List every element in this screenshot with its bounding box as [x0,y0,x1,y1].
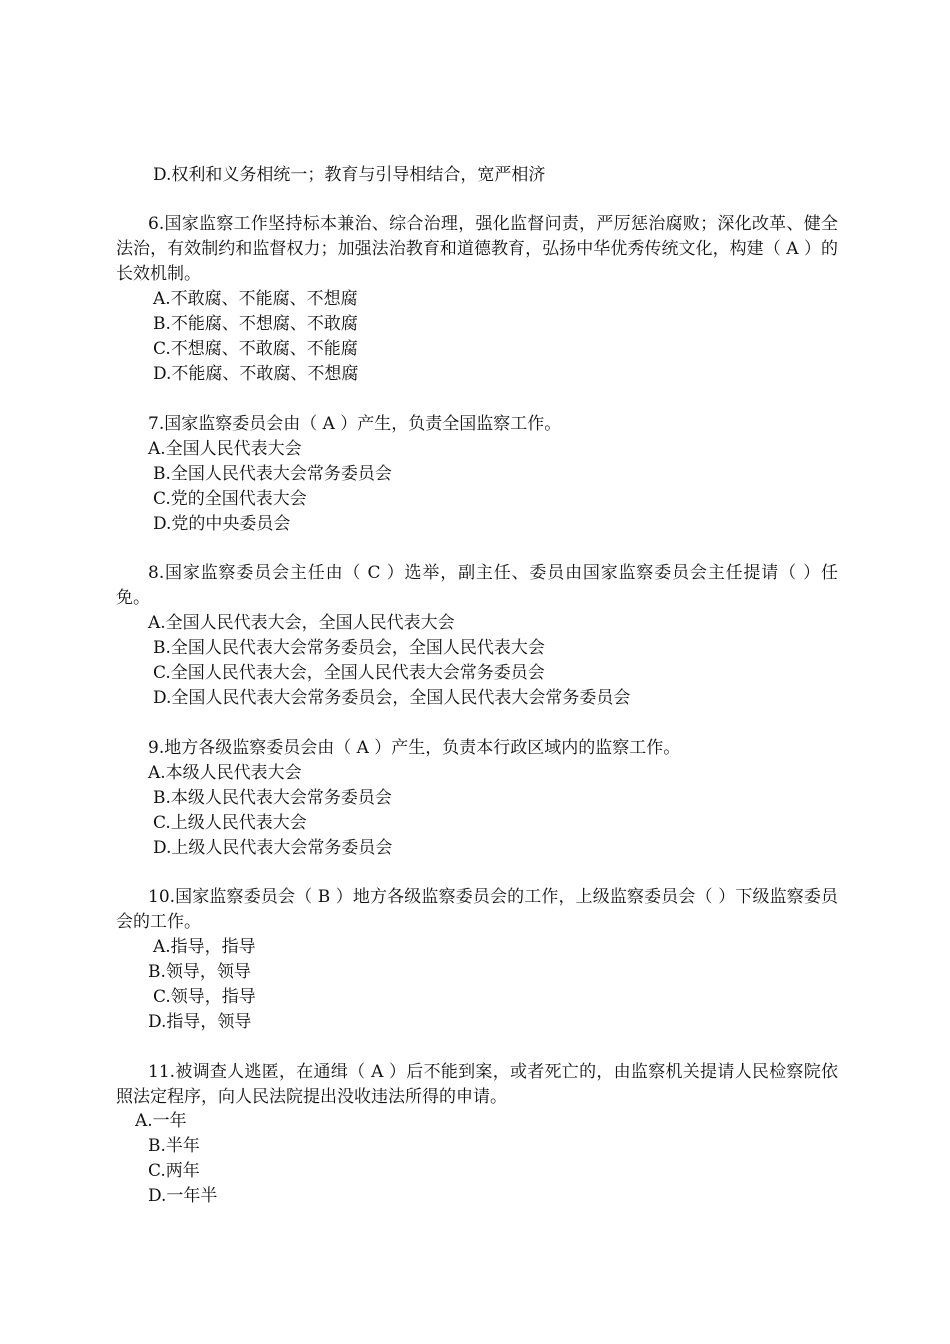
question-9-option-d: D.上级人民代表大会常务委员会 [153,838,393,858]
question-9-option-c: C.上级人民代表大会 [153,813,307,833]
question-10-option-a: A.指导，指导 [153,937,256,957]
question-10-option-d: D.指导，领导 [148,1012,252,1032]
question-10-stem: 10.国家监察委员会（ B ）地方各级监察委员会的工作，上级监察委员会（ ）下级监察委员会的工作。 [116,887,838,932]
question-11-stem: 11.被调查人逃匿，在通缉（ A ）后不能到案，或者死亡的，由监察机关提请人民检察院依照法定程序，向人民法院提出没收违法所得的申请。 [116,1062,838,1107]
question-7-option-c: C.党的全国代表大会 [153,489,307,509]
question-6-option-c: C.不想腐、不敢腐、不能腐 [153,339,358,359]
question-11-option-c: C.两年 [148,1161,200,1181]
question-8-option-c: C.全国人民代表大会，全国人民代表大会常务委员会 [153,663,545,683]
question-8-option-d: D.全国人民代表大会常务委员会，全国人民代表大会常务委员会 [153,688,631,708]
question-8-option-b: B.全国人民代表大会常务委员会，全国人民代表大会 [153,638,545,658]
question-9-option-b: B.本级人民代表大会常务委员会 [153,788,392,808]
question-8-option-a: A.全国人民代表大会，全国人民代表大会 [148,613,455,633]
question-10-option-b: B.领导，领导 [148,962,251,982]
question-6-option-d: D.不能腐、不敢腐、不想腐 [153,364,359,384]
question-7-stem: 7.国家监察委员会由（ A ）产生，负责全国监察工作。 [148,414,562,434]
question-11-option-d: D.一年半 [148,1186,218,1206]
question-8-stem: 8.国家监察委员会主任由（ C ）选举，副主任、委员由国家监察委员会主任提请（ ）任免。 [116,563,838,608]
prev-option-d: D.权利和义务相统一；教育与引导相结合，宽严相济 [153,165,546,185]
question-6-stem: 6.国家监察工作坚持标本兼治、综合治理，强化监督问责，严厉惩治腐败；深化改革、健全法治，有效制约和监督权力；加强法治教育和道德教育，弘扬中华优秀传统文化，构建（ A ）的长效机制。 [116,214,838,284]
question-7-option-a: A.全国人民代表大会 [148,439,302,459]
question-6-option-a: A.不敢腐、不能腐、不想腐 [153,289,358,309]
question-7-option-d: D.党的中央委员会 [153,514,291,534]
question-9-stem: 9.地方各级监察委员会由（ A ）产生，负责本行政区域内的监察工作。 [148,738,681,758]
question-11-option-b: B.半年 [148,1136,200,1156]
question-9-option-a: A.本级人民代表大会 [148,763,302,783]
question-10-option-c: C.领导，指导 [153,987,256,1007]
question-11-option-a: A.一年 [135,1111,187,1131]
question-7-option-b: B.全国人民代表大会常务委员会 [153,464,392,484]
question-6-option-b: B.不能腐、不想腐、不敢腐 [153,314,358,334]
